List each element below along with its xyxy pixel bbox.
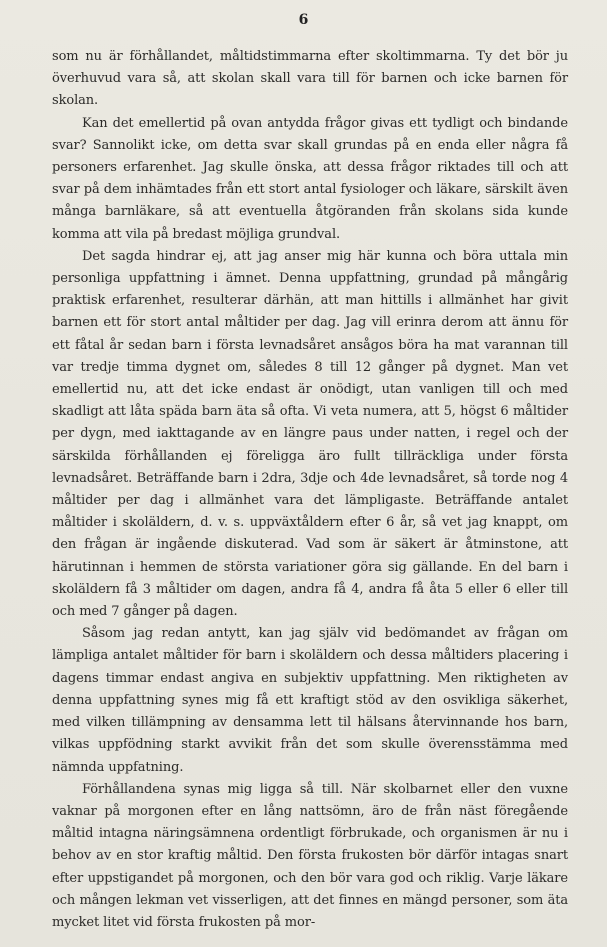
paragraph-2: Kan det emellertid på ovan antydda frågor givas ett tydligt och bindande svar? Sannolikt icke, om detta svar skall grundas på en enda eller några få personers erfarenhet. Jag skulle önska, att dessa frågor riktades till och att svar på dem inhämtades från ett stort antal fysiologer och läkare, särskilt även många barnläkare, så att eventuella åtgöranden från skolans sida kunde komma att vila på bredast möjliga grundval.: [52, 115, 568, 242]
paragraph-3: Det sagda hindrar ej, att jag anser mig här kunna och böra uttala min personliga uppfattning i ämnet. Denna uppfattning, grundad på mångårig praktisk erfarenhet, resulterar därhän, att man hittills i allmänhet har givit barnen ett för stort antal måltider per dag. Jag vill erinra derom att ännu för ett fåtal år sedan barn i första levnadsåret ansågos böra ha mat varannan till var tredje timma dygnet om, således 8 till 12 gånger på dygnet. Man vet emellertid nu, att det icke endast är onödigt, utan vanligen till och med skadligt att låta späda barn äta så ofta. Vi veta numera, att 5, högst 6 måltider per dygn, med iakttagande av en längre paus under natten, i regel och der särskilda förhållanden ej föreligga äro fullt tillräckliga under första levnadsåret. Beträffande barn i 2dra, 3dje och 4de levnadsåret, så torde nog 4 måltider per dag i allmänhet vara det lämpligaste. Beträffande antalet måltider i skoläldern, d. v. s. uppväxtåldern efter 6 år, så vet jag knappt, om den frågan är ingående diskuterad. Vad som är säkert är åtminstone, att härutinnan i hemmen de största variationer göra sig gällande. En del barn i skoläldern få 3 måltider om dagen, andra få 4, andra få åta 5 eller 6 eller till och med 7 gånger på dagen.: [52, 248, 568, 620]
page-number: 6: [298, 12, 309, 28]
body-text: [52, 46, 568, 934]
paragraph-5: Förhållandena synas mig ligga så till. När skolbarnet eller den vuxne vaknar på morgonen efter en lång nattsömn, äro de från näst föregående måltid intagna näringsämnena ordentligt förbrukade, och organismen är nu i behov av en stor kraftig måltid. Den första frukosten bör därför intagas snart efter uppstigandet på morgonen, och den bör vara god och riklig. Varje läkare och mången lekman vet visserligen, att det finnes en mängd personer, som äta mycket litet vid första frukosten på mor-: [52, 781, 568, 930]
paragraph-1: som nu är förhållandet, måltidstimmarna efter skoltimmarna. Ty det bör ju överhuvud vara så, att skolan skall vara till för barnen och icke barnen för skolan.: [52, 49, 568, 109]
paragraph-4: Såsom jag redan antytt, kan jag själv vid bedömandet av frågan om lämpliga antalet måltider för barn i skoläldern och dessa måltiders placering i dagens timmar endast angiva en subjektiv uppfattning. Men riktigheten av denna uppfattning synes mig få ett kraftigt stöd av den osvikliga säkerhet, med vilken tillämpning av densamma lett til hälsans återvinnande hos barn, vilkas uppfödning starkt avvikit från det som skulle överensstämma med nämnda uppfatning.: [52, 626, 568, 775]
